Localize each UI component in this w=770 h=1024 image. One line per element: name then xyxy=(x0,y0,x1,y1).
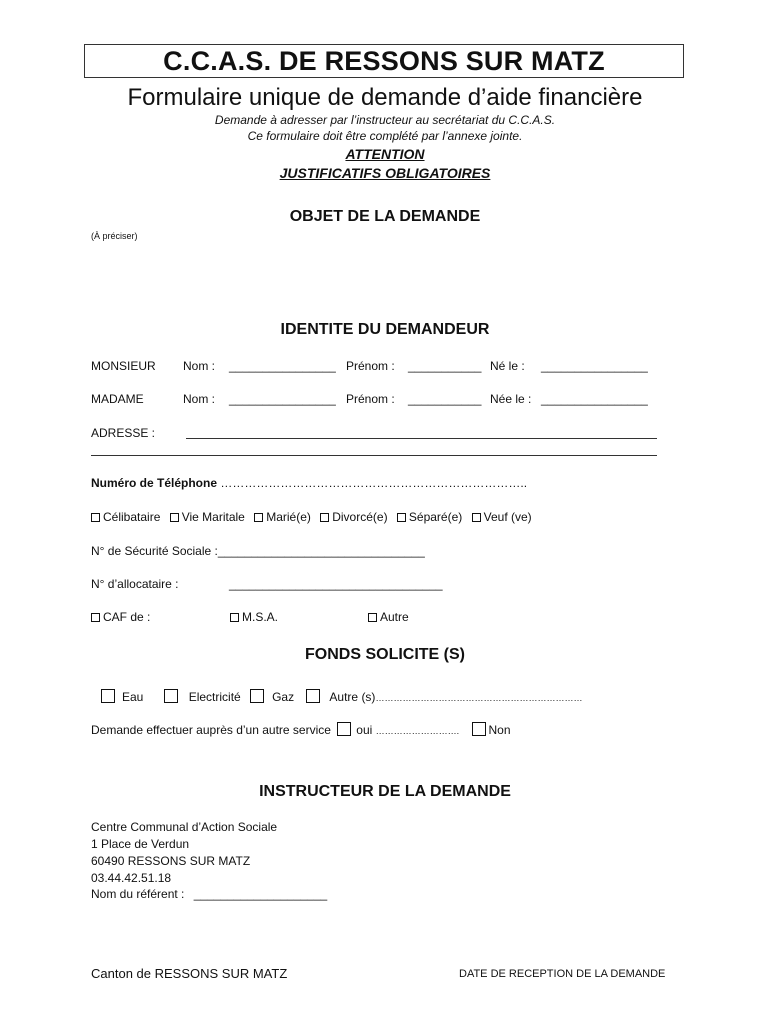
telephone-field[interactable]: ………………………………………………………………….. xyxy=(220,476,528,490)
checkbox-icon[interactable] xyxy=(101,689,115,703)
statut-veuf[interactable]: Veuf (ve) xyxy=(472,510,532,524)
allocataire-label: N° d’allocataire : xyxy=(91,577,179,591)
fonds-autre[interactable]: Autre (s)…………………………………………………………… xyxy=(306,690,582,704)
madame-nom-label: Nom : xyxy=(183,392,216,406)
msa-option[interactable]: M.S.A. xyxy=(230,610,278,625)
checkbox-icon[interactable] xyxy=(164,689,178,703)
monsieur-ne-label: Né le : xyxy=(490,359,525,373)
autre-service-label: Demande effectuer auprès d’un autre service xyxy=(91,723,331,737)
fonds-row xyxy=(101,689,582,706)
autre-option[interactable]: Autre xyxy=(368,610,409,625)
monsieur-ne-field[interactable]: ________________ xyxy=(541,359,648,373)
instructeur-heading: INSTRUCTEUR DE LA DEMANDE xyxy=(259,783,511,800)
madame-label: MADAME xyxy=(91,392,144,406)
identite-heading: IDENTITE DU DEMANDEUR xyxy=(280,321,490,338)
statut-separe[interactable]: Séparé(e) xyxy=(397,510,462,524)
checkbox-icon[interactable] xyxy=(91,513,100,522)
checkbox-icon[interactable] xyxy=(254,513,263,522)
checkbox-icon[interactable] xyxy=(472,513,481,522)
checkbox-icon[interactable] xyxy=(230,613,239,622)
checkbox-icon[interactable] xyxy=(472,722,486,736)
telephone-row xyxy=(91,476,527,491)
adresse-label: ADRESSE : xyxy=(91,426,156,440)
footer-date-reception: DATE DE RECEPTION DE LA DEMANDE xyxy=(459,968,666,980)
autre-service-oui[interactable]: oui xyxy=(337,723,372,737)
statut-vie-maritale[interactable]: Vie Maritale xyxy=(170,510,245,524)
monsieur-prenom-label: Prénom : xyxy=(346,359,395,373)
checkbox-icon[interactable] xyxy=(368,613,377,622)
instructeur-line-3: 60490 RESSONS SUR MATZ xyxy=(91,854,251,868)
madame-nom-field[interactable]: ________________ xyxy=(229,392,336,406)
objet-heading: OBJET DE LA DEMANDE xyxy=(289,208,481,225)
fonds-heading: FONDS SOLICITE (S) xyxy=(305,646,465,663)
form-subtitle: Formulaire unique de demande d’aide financière xyxy=(127,84,643,111)
autre-service-non[interactable]: Non xyxy=(472,723,510,737)
adresse-line-2[interactable] xyxy=(91,455,657,456)
monsieur-label: MONSIEUR xyxy=(91,359,156,373)
checkbox-icon[interactable] xyxy=(250,689,264,703)
allocataire-field[interactable]: ________________________________ xyxy=(229,577,443,591)
checkbox-icon[interactable] xyxy=(306,689,320,703)
referent-label: Nom du référent : xyxy=(91,887,185,901)
statut-marie[interactable]: Marié(e) xyxy=(254,510,311,524)
madame-ne-label: Née le : xyxy=(490,392,532,406)
fonds-electricite[interactable]: Electricité xyxy=(164,690,241,704)
referent-row xyxy=(91,887,327,902)
footer-canton: Canton de RESSONS SUR MATZ xyxy=(91,966,288,981)
adresse-line-1[interactable] xyxy=(186,438,657,439)
secu-label: N° de Sécurité Sociale : xyxy=(91,544,218,558)
form-title: C.C.A.S. DE RESSONS SUR MATZ xyxy=(84,44,684,78)
monsieur-nom-field[interactable]: ________________ xyxy=(229,359,336,373)
madame-prenom-field[interactable]: ___________ xyxy=(408,392,482,406)
justificatifs-label: JUSTIFICATIFS OBLIGATOIRES xyxy=(279,165,491,181)
monsieur-nom-label: Nom : xyxy=(183,359,216,373)
madame-prenom-label: Prénom : xyxy=(346,392,395,406)
checkbox-icon[interactable] xyxy=(397,513,406,522)
statut-divorce[interactable]: Divorcé(e) xyxy=(320,510,387,524)
instructeur-line-1: Centre Communal d’Action Sociale xyxy=(91,820,278,834)
secu-field[interactable]: _______________________________ xyxy=(217,544,425,558)
telephone-label: Numéro de Téléphone xyxy=(91,476,218,490)
fonds-autre-field[interactable]: …………………………………………………………… xyxy=(375,693,583,703)
checkbox-icon[interactable] xyxy=(170,513,179,522)
secu-row xyxy=(91,544,425,559)
checkbox-icon[interactable] xyxy=(320,513,329,522)
statut-celibataire[interactable]: Célibataire xyxy=(91,510,160,524)
objet-hint: (À préciser) xyxy=(91,231,138,241)
autre-service-row xyxy=(91,722,511,739)
fonds-eau[interactable]: Eau xyxy=(101,690,143,704)
objet-field[interactable] xyxy=(91,246,681,308)
caf-option[interactable]: CAF de : xyxy=(91,610,150,625)
checkbox-icon[interactable] xyxy=(91,613,100,622)
instructeur-line-2: 1 Place de Verdun xyxy=(91,837,190,851)
instruction-note-1: Demande à adresser par l’instructeur au secrétariat du C.C.A.S. xyxy=(214,113,556,127)
instructeur-line-4: 03.44.42.51.18 xyxy=(91,871,172,885)
attention-label: ATTENTION xyxy=(345,146,425,162)
instruction-note-2: Ce formulaire doit être complété par l’annexe jointe. xyxy=(247,129,523,143)
monsieur-prenom-field[interactable]: ___________ xyxy=(408,359,482,373)
autre-service-dots[interactable]: ………………………. xyxy=(375,726,460,736)
referent-field[interactable]: ____________________ xyxy=(193,887,328,901)
fonds-gaz[interactable]: Gaz xyxy=(250,690,294,704)
statut-row xyxy=(91,510,532,525)
checkbox-icon[interactable] xyxy=(337,722,351,736)
madame-ne-field[interactable]: ________________ xyxy=(541,392,648,406)
